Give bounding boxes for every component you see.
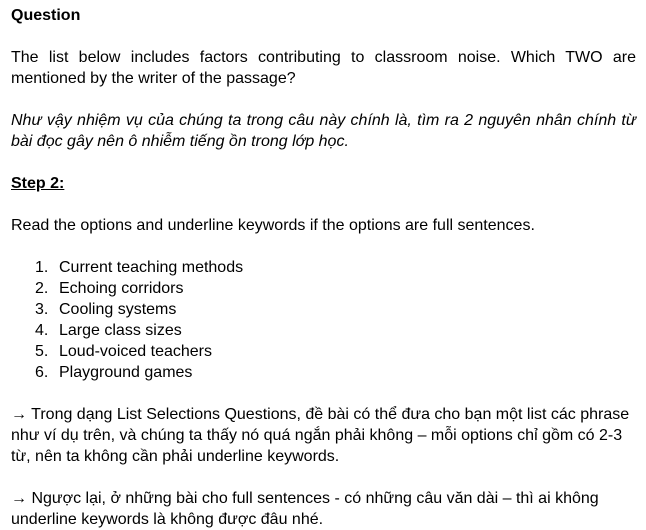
spacer [11, 236, 636, 257]
spacer [11, 89, 636, 110]
list-item [35, 341, 636, 362]
spacer [11, 26, 636, 47]
list-item-number: 4. [35, 322, 49, 339]
step-heading: Step 2: [11, 175, 65, 192]
spacer [11, 383, 636, 404]
list-item-text: Cooling systems [59, 301, 177, 318]
question-heading: Question [11, 7, 81, 24]
list-item-text: Playground games [59, 364, 193, 381]
list-item [35, 299, 636, 320]
list-item [35, 278, 636, 299]
list-item-text: Current teaching methods [59, 259, 244, 276]
list-item-number: 3. [35, 301, 49, 318]
note-paragraph-2: → Ngược lại, ở những bài cho full sentences - có những câu văn dài – thì ai không underline keywords là không được đâu nhé. [11, 490, 599, 528]
list-item [35, 320, 636, 341]
spacer [11, 152, 636, 173]
list-item-text: Large class sizes [59, 322, 182, 339]
question-text-english: The list below includes factors contributing to classroom noise. Which TWO are mentioned by the writer of the passage? [11, 49, 636, 87]
list-item-number: 5. [35, 343, 49, 360]
instruction-text: Read the options and underline keywords if the options are full sentences. [11, 217, 535, 234]
list-item-text: Echoing corridors [59, 280, 184, 297]
list-item-number: 6. [35, 364, 49, 381]
list-item-number: 1. [35, 259, 49, 276]
list-item [35, 257, 636, 278]
note-paragraph-1: → Trong dạng List Selections Questions, đề bài có thể đưa cho bạn một list các phrase như ví dụ trên, và chúng ta thấy nó quá ngắn phải không – mỗi options chỉ gồm có 2-3 từ, nên ta không cần phải underline keywords. [11, 406, 630, 465]
list-item-number: 2. [35, 280, 49, 297]
list-item [35, 362, 636, 383]
spacer [11, 467, 636, 488]
question-text-vietnamese: Như vậy nhiệm vụ của chúng ta trong câu này chính là, tìm ra 2 nguyên nhân chính từ bài đọc gây nên ô nhiễm tiếng ồn trong lớp học. [11, 112, 636, 150]
list-item-text: Loud-voiced teachers [59, 343, 212, 360]
options-list [11, 257, 636, 383]
spacer [11, 194, 636, 215]
